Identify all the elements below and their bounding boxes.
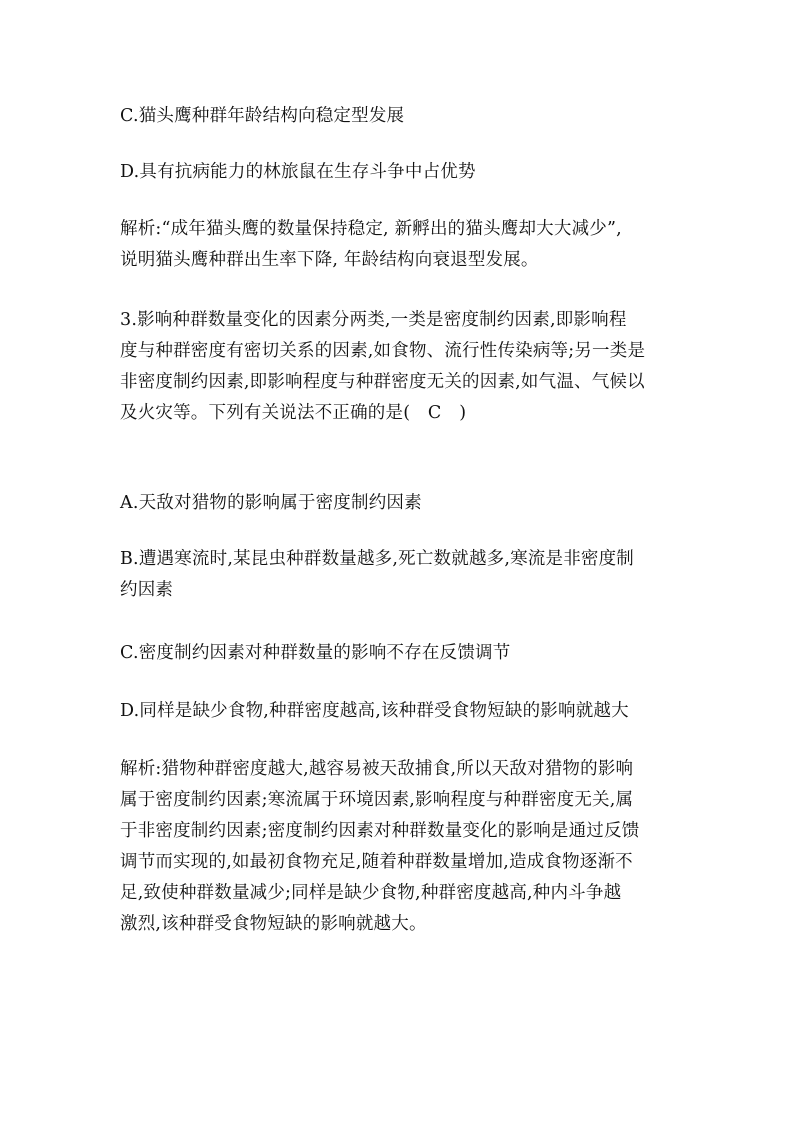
q2-option-d-text: D.具有抗病能力的林旅鼠在生存斗争中占优势 <box>120 162 476 182</box>
q3-option-d-text: D.同样是缺少食物,种群密度越高,该种群受食物短缺的影响就越大 <box>120 701 629 721</box>
q3-analysis-line-4: 调节而实现的,如最初食物充足,随着种群数量增加,造成食物逐渐不 <box>120 852 633 872</box>
q2-analysis <box>120 214 680 276</box>
q3-stem-line-3: 非密度制约因素,即影响程度与种群密度无关的因素,如气温、气候以 <box>120 372 645 392</box>
q3-stem-line-2: 度与种群密度有密切关系的因素,如食物、流行性传染病等;另一类是 <box>120 341 646 361</box>
q2-option-c <box>120 101 680 132</box>
q3-stem <box>120 305 680 429</box>
q3-analysis-line-1: 解析:猎物种群密度越大,越容易被天敌捕食,所以天敌对猎物的影响 <box>120 759 634 779</box>
q3-analysis-line-3: 于非密度制约因素;密度制约因素对种群数量变化的影响是通过反馈 <box>120 821 640 841</box>
q2-analysis-line-2: 说明猫头鹰种群出生率下降, 年龄结构向衰退型发展。 <box>120 250 539 270</box>
q3-stem-line-4: 及火灾等。下列有关说法不正确的是( C ) <box>120 403 467 423</box>
q3-analysis-line-5: 足,致使种群数量减少;同样是缺少食物,种群密度越高,种内斗争越 <box>120 883 622 903</box>
q3-analysis-line-2: 属于密度制约因素;寒流属于环境因素,影响程度与种群密度无关,属 <box>120 790 634 810</box>
q3-stem-line-1: 3.影响种群数量变化的因素分两类,一类是密度制约因素,即影响程 <box>120 310 627 330</box>
q3-option-d <box>120 696 680 727</box>
q3-option-b <box>120 544 680 606</box>
q3-option-a-text: A.天敌对猎物的影响属于密度制约因素 <box>120 493 422 513</box>
q2-option-d <box>120 157 680 188</box>
q3-analysis-line-6: 激烈,该种群受食物短缺的影响就越大。 <box>120 914 427 934</box>
q3-option-c-text: C.密度制约因素对种群数量的影响不存在反馈调节 <box>120 643 511 663</box>
q3-option-c <box>120 638 680 669</box>
q3-option-b-line-1: B.遭遇寒流时,某昆虫种群数量越多,死亡数就越多,寒流是非密度制 <box>120 549 635 569</box>
q2-analysis-line-1: 解析:“成年猫头鹰的数量保持稳定, 新孵出的猫头鹰却大大减少”, <box>120 219 622 239</box>
q3-analysis <box>120 754 680 940</box>
q2-option-c-text: C.猫头鹰种群年龄结构向稳定型发展 <box>120 106 405 126</box>
q3-option-b-line-2: 约因素 <box>120 580 174 600</box>
q3-option-a <box>120 488 680 519</box>
